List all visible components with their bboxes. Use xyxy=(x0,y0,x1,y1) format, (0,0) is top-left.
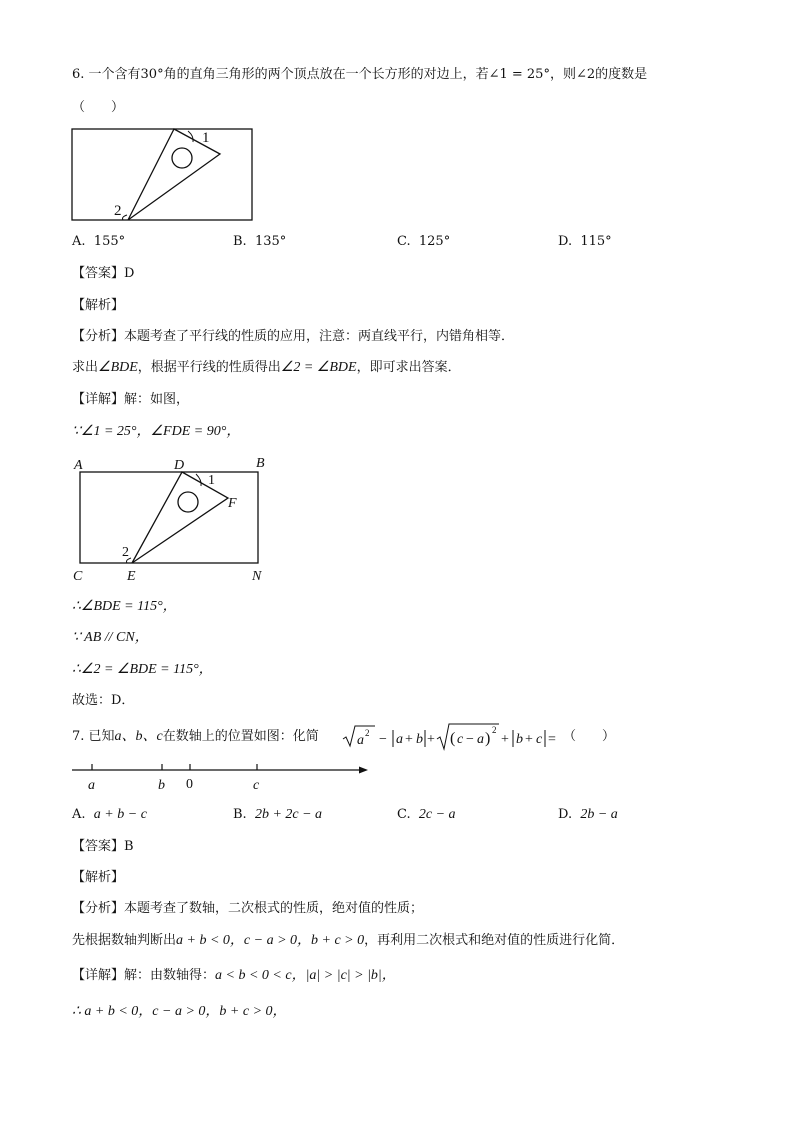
svg-text:b: b xyxy=(516,732,523,747)
svg-text:a: a xyxy=(396,732,403,747)
point-n-label: N xyxy=(252,569,262,584)
svg-text:c: c xyxy=(536,732,543,747)
q6-solution-figure xyxy=(70,452,275,584)
point-d-label: D xyxy=(174,458,185,473)
axis-label-b: b xyxy=(158,778,165,793)
q6-fenxi: 【分析】本题考查了平行线的性质的应用，注意：两直线平行，内错角相等． xyxy=(72,329,515,344)
point-b-label: B xyxy=(256,456,265,471)
svg-text:+: + xyxy=(501,732,509,747)
q6-stem: 6. 一个含有30°角的直角三角形的两个顶点放在一个长方形的对边上，若∠1 = 25°，则∠2的度数是 xyxy=(72,67,648,82)
svg-text:−: − xyxy=(466,732,474,747)
q7-last-step: ∴ a + b < 0，c − a > 0，b + c > 0， xyxy=(72,1004,287,1019)
svg-text:(: ( xyxy=(450,730,456,747)
svg-text:=: = xyxy=(548,732,556,747)
q7-fenxi: 【分析】本题考查了数轴，二次根式的性质，绝对值的性质； xyxy=(72,901,424,916)
q7-stem: 7. 已知a、b、c在数轴上的位置如图：化简 xyxy=(72,729,319,744)
q6-fenxi-2: 求出∠BDE，根据平行线的性质得出∠2 = ∠BDE，即可求出答案． xyxy=(72,360,461,375)
angle-2-label-2: 2 xyxy=(122,545,129,560)
axis-label-c: c xyxy=(253,778,260,793)
q7-option-d: D. 2b − a xyxy=(558,807,618,822)
q6-jiexi: 【解析】 xyxy=(72,298,125,313)
q7-option-a: A. a + b − c xyxy=(72,807,147,822)
svg-text:2: 2 xyxy=(492,725,497,735)
q6-figure xyxy=(70,124,256,224)
q6-step-1: ∴∠BDE = 115°， xyxy=(72,599,177,614)
q7-number-line xyxy=(70,760,375,796)
svg-text:a: a xyxy=(477,732,484,747)
point-c-label: C xyxy=(73,569,83,584)
q7-jiexi: 【解析】 xyxy=(72,870,125,885)
angle-1-label-2: 1 xyxy=(208,473,215,488)
q7-option-b: B. 2b + 2c − a xyxy=(233,807,323,822)
q7-xiangjie: 【详解】解：由数轴得：a < b < 0 < c，|a| > |c| > |b|， xyxy=(72,968,396,983)
q7-option-c: C. 2c − a xyxy=(397,807,456,822)
q6-step-2: ∵ AB // CN， xyxy=(72,630,149,645)
svg-text:a: a xyxy=(357,733,364,748)
q6-xiangjie: 【详解】解：如图， xyxy=(72,392,190,407)
angle-1-label: 1 xyxy=(202,130,210,146)
q6-paren: （ ） xyxy=(72,100,125,115)
svg-text:+: + xyxy=(525,732,533,747)
angle-2-label: 2 xyxy=(114,203,122,219)
svg-text:c: c xyxy=(457,732,464,747)
point-a-label: A xyxy=(74,458,83,473)
q6-option-c: C. 125° xyxy=(397,234,451,249)
q6-answer: 【答案】D xyxy=(72,266,135,281)
q6-option-d: D. 115° xyxy=(558,234,612,249)
q6-step-3: ∴∠2 = ∠BDE = 115°， xyxy=(72,662,213,677)
q6-since-1: ∵∠1 = 25°，∠FDE = 90°， xyxy=(72,424,241,439)
svg-text:−: − xyxy=(379,732,387,747)
axis-label-a: a xyxy=(88,778,95,793)
point-f-label: F xyxy=(228,496,237,511)
q6-option-a: A. 155° xyxy=(72,234,126,249)
svg-text:b: b xyxy=(416,732,423,747)
point-e-label: E xyxy=(127,569,136,584)
axis-label-zero: 0 xyxy=(186,777,193,792)
q7-paren: （ ） xyxy=(563,729,616,744)
q6-option-b: B. 135° xyxy=(233,234,287,249)
q7-fenxi-2: 先根据数轴判断出a + b < 0，c − a > 0，b + c > 0，再利用二次根式和绝对值的性质进行化简． xyxy=(72,933,625,948)
svg-text:2: 2 xyxy=(365,728,370,738)
svg-text:+: + xyxy=(427,732,435,747)
svg-text:): ) xyxy=(485,730,491,747)
q6-choose: 故选：D． xyxy=(72,693,135,708)
svg-text:+: + xyxy=(405,732,413,747)
q7-answer: 【答案】B xyxy=(72,839,134,854)
